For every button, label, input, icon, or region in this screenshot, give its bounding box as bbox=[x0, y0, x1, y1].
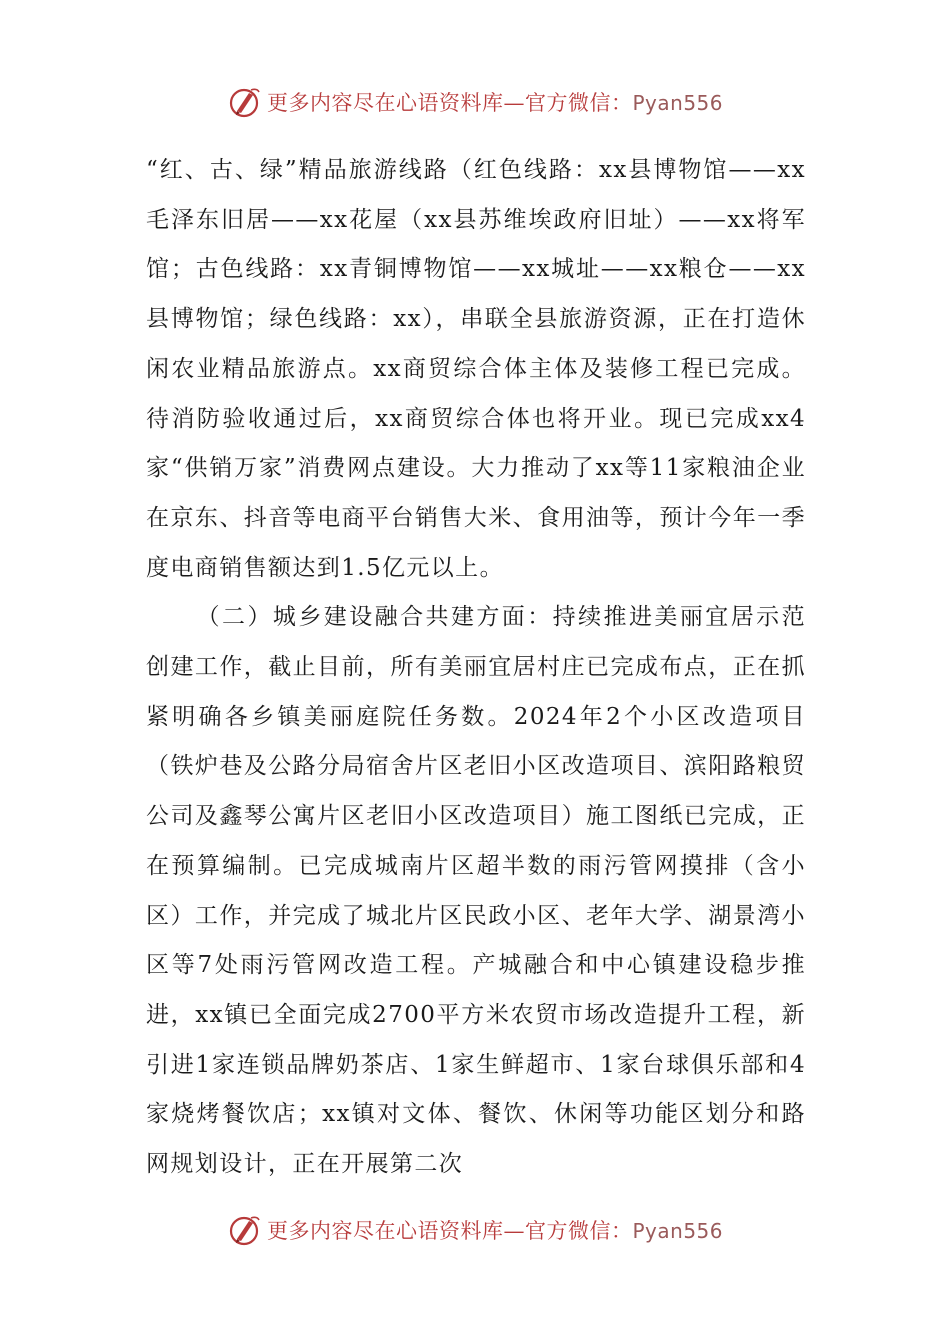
paragraph-2: （二）城乡建设融合共建方面：持续推进美丽宜居示范创建工作，截止目前，所有美丽宜居村庄已完成布点，正在抓紧明确各乡镇美丽庭院任务数。2024年2个小区改造项目（铁炉巷及公路分局宿舍片区老旧小区改造项目、滨阳路粮贸公司及鑫琴公寓片区老旧小区改造项目）施工图纸已完成，正在预算编制。已完成城南片区超半数的雨污管网摸排（含小区）工作，并完成了城北片区民政小区、老年大学、湖景湾小区等7处雨污管网改造工程。产城融合和中心镇建设稳步推进，xx镇已全面完成2700平方米农贸市场改造提升工程，新引进1家连锁品牌奶茶店、1家生鲜超市、1家台球俱乐部和4家烧烤餐饮店；xx镇对文体、餐饮、休闲等功能区划分和路网规划设计，正在开展第二次 bbox=[146, 604, 806, 1178]
paragraph-1: “红、古、绿”精品旅游线路（红色线路：xx县博物馆——xx毛泽东旧居——xx花屋（xx县苏维埃政府旧址）——xx将军馆；古色线路：xx青铜博物馆——xx城址——xx粮仓——xx县博物馆；绿色线路：xx），串联全县旅游资源，正在打造休闲农业精品旅游点。xx商贸综合体主体及装修工程已完成。待消防验收通过后，xx商贸综合体也将开业。现已完成xx4家“供销万家”消费网点建设。大力推动了xx等11家粮油企业在京东、抖音等电商平台销售大米、食用油等，预计今年一季度电商销售额达到1.5亿元以上。 bbox=[146, 157, 806, 581]
footer-banner bbox=[0, 1210, 950, 1250]
pen-circle-icon bbox=[227, 84, 263, 120]
pen-circle-icon bbox=[227, 1212, 263, 1248]
footer-banner-text: 更多内容尽在心语资料库—官方微信：Pyan556 bbox=[266, 1219, 723, 1243]
header-wechat-id: Pyan556 bbox=[632, 91, 723, 115]
document-body bbox=[146, 146, 806, 1190]
footer-wechat-id: Pyan556 bbox=[632, 1219, 723, 1243]
header-banner-text: 更多内容尽在心语资料库—官方微信：Pyan556 bbox=[266, 91, 723, 115]
header-banner bbox=[0, 82, 950, 122]
